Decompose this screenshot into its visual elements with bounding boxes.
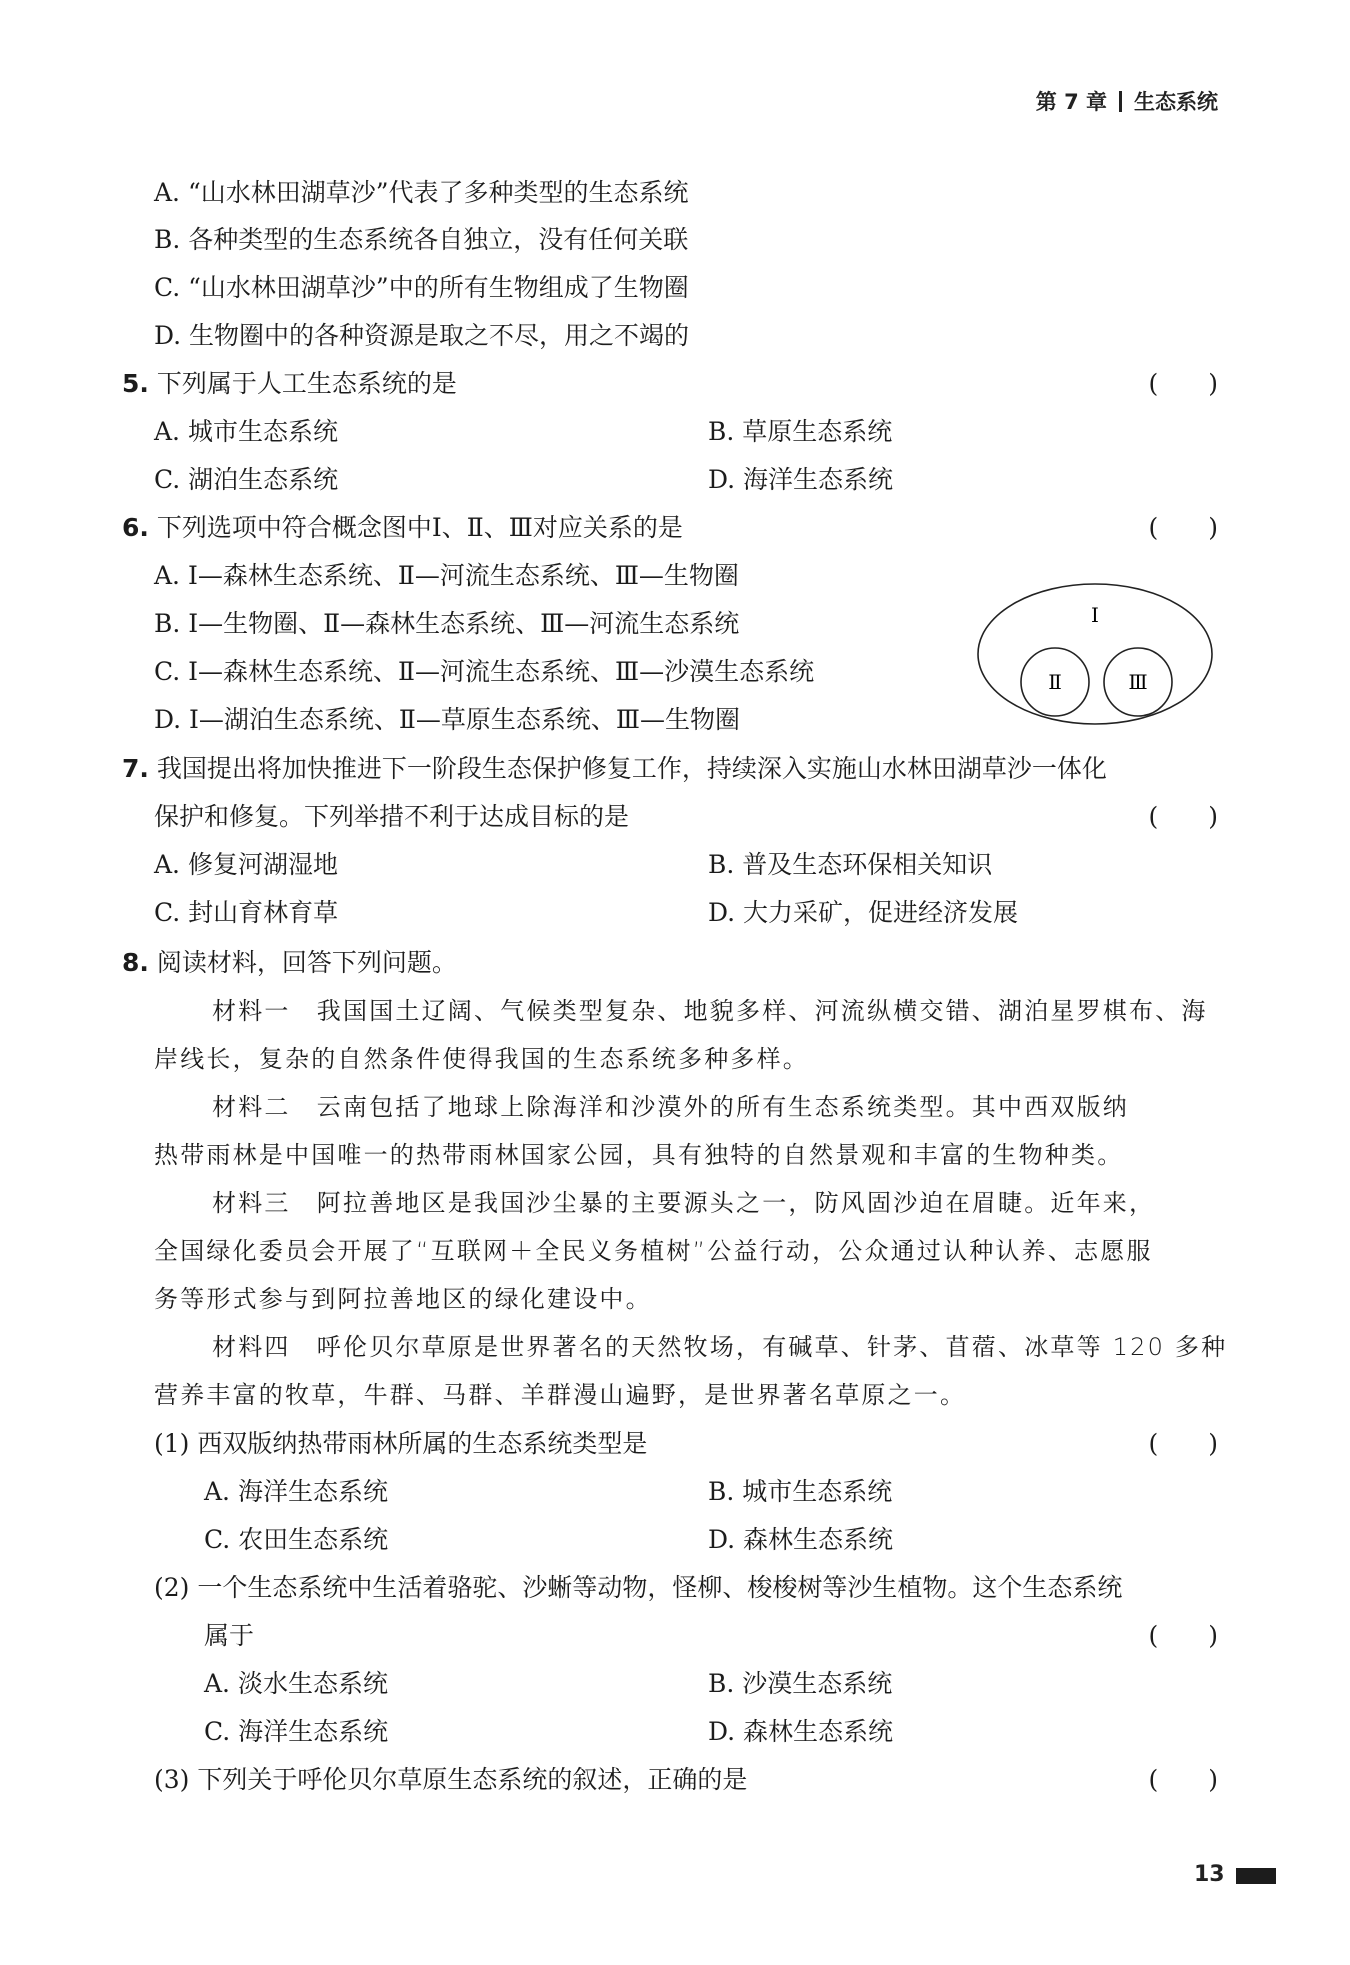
- q5-number: 5.: [122, 369, 149, 398]
- q8-sub1-option-c: C. 农田生态系统: [204, 1525, 389, 1554]
- q7-number: 7.: [122, 754, 149, 783]
- q6-option-a: A. Ⅰ—森林生态系统、Ⅱ—河流生态系统、Ⅲ—生物圈: [154, 561, 739, 590]
- q6-text: 下列选项中符合概念图中Ⅰ、Ⅱ、Ⅲ对应关系的是: [156, 513, 683, 542]
- material-3-line2: 全国绿化委员会开展了“互联网＋全民义务植树”公益行动，公众通过认种认养、志愿服: [154, 1237, 1153, 1265]
- material-3-line3: 务等形式参与到阿拉善地区的绿化建设中。: [154, 1285, 652, 1313]
- q8-sub2-stem-line1: (2) 一个生态系统中生活着骆驼、沙蜥等动物，怪柳、梭梭树等沙生植物。这个生态系统: [154, 1573, 1123, 1602]
- q8-sub1-option-d: D. 森林生态系统: [708, 1525, 894, 1554]
- q4-option-b: B. 各种类型的生态系统各自独立，没有任何关联: [154, 225, 689, 254]
- q5-option-d: D. 海洋生态系统: [708, 465, 894, 494]
- q5-text: 下列属于人工生态系统的是: [156, 369, 457, 398]
- q8-sub2-answer-paren: ( ): [1148, 1621, 1218, 1650]
- q5-answer-paren: ( ): [1148, 369, 1218, 398]
- q8-sub1-option-a: A. 海洋生态系统: [204, 1477, 388, 1506]
- material-3-line1: 材料三 阿拉善地区是我国沙尘暴的主要源头之一，防风固沙迫在眉睫。近年来，: [212, 1189, 1156, 1217]
- q8-stem: [122, 946, 457, 980]
- q7-option-c: C. 封山育林育草: [154, 898, 339, 927]
- q8-sub1-answer-paren: ( ): [1148, 1429, 1218, 1458]
- q7-stem-line2: 保护和修复。下列举措不利于达成目标的是: [154, 802, 630, 831]
- q6-answer-paren: ( ): [1148, 513, 1218, 542]
- label-iii: Ⅲ: [1128, 670, 1148, 694]
- q4-option-c: C. “山水林田湖草沙”中的所有生物组成了生物圈: [154, 273, 689, 302]
- q4-option-a: A. “山水林田湖草沙”代表了多种类型的生态系统: [154, 178, 689, 207]
- chapter-number: 第 7 章: [1035, 90, 1107, 114]
- q8-number: 8.: [122, 948, 149, 977]
- q7-answer-paren: ( ): [1148, 802, 1218, 831]
- q8-sub1-stem: (1) 西双版纳热带雨林所属的生态系统类型是: [154, 1429, 648, 1458]
- label-i: Ⅰ: [1091, 603, 1099, 627]
- q8-sub2-stem-line2: 属于: [204, 1621, 255, 1650]
- label-ii: Ⅱ: [1048, 670, 1062, 694]
- concept-diagram: [975, 578, 1215, 728]
- q7-option-a: A. 修复河湖湿地: [154, 850, 338, 879]
- q8-text: 阅读材料，回答下列问题。: [156, 948, 457, 977]
- q5-option-b: B. 草原生态系统: [708, 417, 893, 446]
- material-1-line2: 岸线长，复杂的自然条件使得我国的生态系统多种多样。: [154, 1045, 809, 1073]
- page-number-bar: [1236, 1868, 1276, 1884]
- q4-option-d: D. 生物圈中的各种资源是取之不尽，用之不竭的: [154, 321, 690, 350]
- q6-stem: [122, 511, 683, 545]
- q7-option-b: B. 普及生态环保相关知识: [708, 850, 993, 879]
- q8-sub3-stem: (3) 下列关于呼伦贝尔草原生态系统的叙述，正确的是: [154, 1765, 748, 1794]
- q5-option-c: C. 湖泊生态系统: [154, 465, 339, 494]
- material-4-line1: 材料四 呼伦贝尔草原是世界著名的天然牧场，有碱草、针茅、苜蓿、冰草等 120 多种: [212, 1333, 1228, 1361]
- q6-option-b: B. Ⅰ—生物圈、Ⅱ—森林生态系统、Ⅲ—河流生态系统: [154, 609, 740, 638]
- q5-option-a: A. 城市生态系统: [154, 417, 338, 446]
- q8-sub3-answer-paren: ( ): [1148, 1765, 1218, 1794]
- q6-option-c: C. Ⅰ—森林生态系统、Ⅱ—河流生态系统、Ⅲ—沙漠生态系统: [154, 657, 815, 686]
- q6-option-d: D. Ⅰ—湖泊生态系统、Ⅱ—草原生态系统、Ⅲ—生物圈: [154, 705, 741, 734]
- q5-stem: [122, 367, 457, 401]
- q7-text-1: 我国提出将加快推进下一阶段生态保护修复工作，持续深入实施山水林田湖草沙一体化: [156, 754, 1107, 783]
- chapter-title: 生态系统: [1134, 90, 1218, 114]
- q6-number: 6.: [122, 513, 149, 542]
- q8-sub2-option-a: A. 淡水生态系统: [204, 1669, 388, 1698]
- chapter-header: [1036, 86, 1218, 116]
- q8-sub2-option-c: C. 海洋生态系统: [204, 1717, 389, 1746]
- q7-option-d: D. 大力采矿，促进经济发展: [708, 898, 1019, 927]
- material-2-line2: 热带雨林是中国唯一的热带雨林国家公园，具有独特的自然景观和丰富的生物种类。: [154, 1141, 1124, 1169]
- q7-stem-line1: [122, 752, 1107, 786]
- page-number: 13: [1194, 1862, 1225, 1887]
- header-divider: [1119, 91, 1122, 112]
- material-2-line1: 材料二 云南包括了地球上除海洋和沙漠外的所有生态系统类型。其中西双版纳: [212, 1093, 1129, 1121]
- material-1-line1: 材料一 我国国土辽阔、气候类型复杂、地貌多样、河流纵横交错、湖泊星罗棋布、海: [212, 997, 1208, 1025]
- q8-sub1-option-b: B. 城市生态系统: [708, 1477, 893, 1506]
- material-4-line2: 营养丰富的牧草，牛群、马群、羊群漫山遍野，是世界著名草原之一。: [154, 1381, 967, 1409]
- q8-sub2-option-d: D. 森林生态系统: [708, 1717, 894, 1746]
- q8-sub2-option-b: B. 沙漠生态系统: [708, 1669, 893, 1698]
